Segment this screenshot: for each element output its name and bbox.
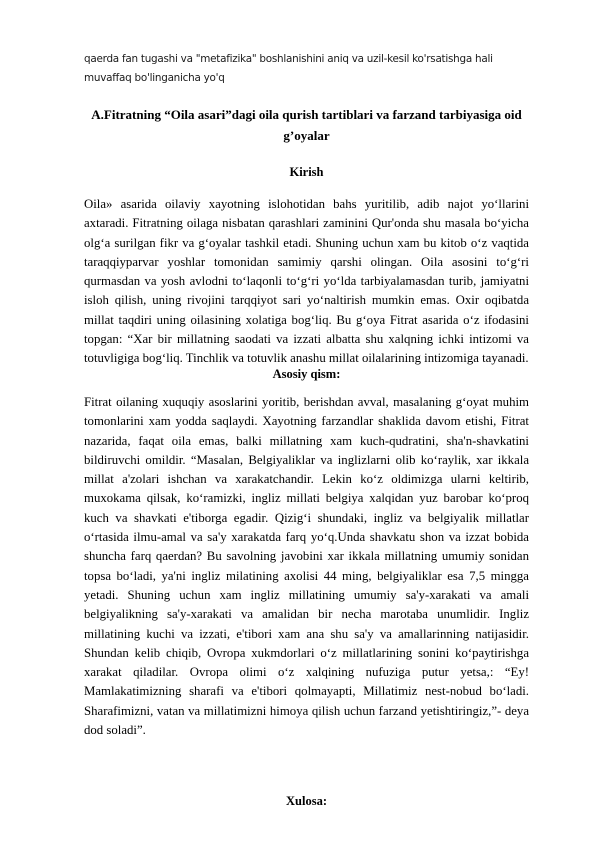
asosiy-paragraph: Fitrat oilaning xuquqiy asoslarini yoritib, berishdan avval, masalaning g‘oyat muhim tomonlarini xam yodda saqlaydi. Xayotning farzandlar shaklida davom etishi, Fitrat nazarida, faqat oila emas, balki millatning xam kuch-qudratini, sha'n-shavkatini bildiruvchi omildir. “Masalan, Belgiyaliklar va inglizlarni olib ko‘raylik, xar ikkala millat a'zolari ishchan va xarakatchandir. Lekin ko‘z oldimizga ularni keltirib, muxokama qilsak, ko‘ramizki, ingliz millati belgiya xalqidan yuz barobar ko‘proq kuch va shavkati e'tiborga egadir. Qizig‘i shundaki, ingliz va belgiyalik millatlar o‘rtasida ilmu-amal va sa'y xarakatda farq yo‘q.Unda shavkatu shon va izzat bobida shuncha farq qaerdan? Bu savolning javobini xar ikkala millatning umumiy sonidan topsa bo‘ladi, ya'ni ingliz milatining axolisi 44 ming, belgiyaliklar esa 7,5 mingga yetadi. Shuning uchun xam ingliz millatining umumiy sa'y-xarakati va amali belgiyalikning sa'y-xarakati va amalidan bir necha marotaba unumlidir. Ingliz millatining kuchi va izzati, e'tibori xam ana shu sa'y va amallarinning natijasidir. Shundan kelib chiqib, Ovropa xukmdorlari o‘z millatlarining sonini ko‘paytirishga xarakat qiladilar. Ovropa olimi o‘z xalqining nufuziga putur yetsa,: “Ey! Mamlakatimizning sharafi va e'tibori qolmayapti, Millatimiz nest-nobud bo‘ladi. Sharafimizni, vatan va millatimizni himoya qilish uchun farzand yetishtiringiz,”- deya dod soladi”. xyxy=(84,395,529,738)
page-title: A.Fitratning “Oila asari”dagi oila qurish tartiblari va farzand tarbiyasiga oid g’oyalar xyxy=(91,107,522,143)
xulosa-heading: Xulosa: xyxy=(286,794,327,808)
asosiy-heading: Asosiy qism: xyxy=(272,367,341,381)
intro-text: qaerda fan tugashi va "metafizika" boshlanishini aniq va uzil-kesil ko'rsatishga hali muvaffaq bo'linganicha yo'q xyxy=(84,53,493,84)
kirish-heading: Kirish xyxy=(289,165,324,179)
kirish-paragraph: Oila» asarida oilaviy xayotning islohotidan bahs yuritilib, adib najot yo‘llarini axtaradi. Fitratning oilaga nisbatan qarashlari zaminini Qur'onda shu masala bo‘yicha olg‘a surilgan fikr va g‘oyalar tashkil etadi. Shuning uchun xam bu kitob o‘z vaqtida taraqqiyparvar yoshlar tomonidan samimiy qarshi olingan. Oila asosini to‘g‘ri qurmasdan va yosh avlodni to‘laqonli to‘g‘ri yo‘lda tarbiyalamasdan turib, jamiyatni isloh qilish, uning rivojini tarqqiyot sari yo‘naltirish mumkin emas. Oxir oqibatda millat taqdiri uning oilasining xolatiga bog‘liq. Bu g‘oya Fitrat asarida o‘z ifodasini topgan: “Xar bir millatning saodati va izzati albatta shu xalqning ichki intizomi va totuvligiga bog‘liq. Tinchlik va totuvlik anashu millat oilalarining intizomiga tayanadi. xyxy=(84,197,529,366)
